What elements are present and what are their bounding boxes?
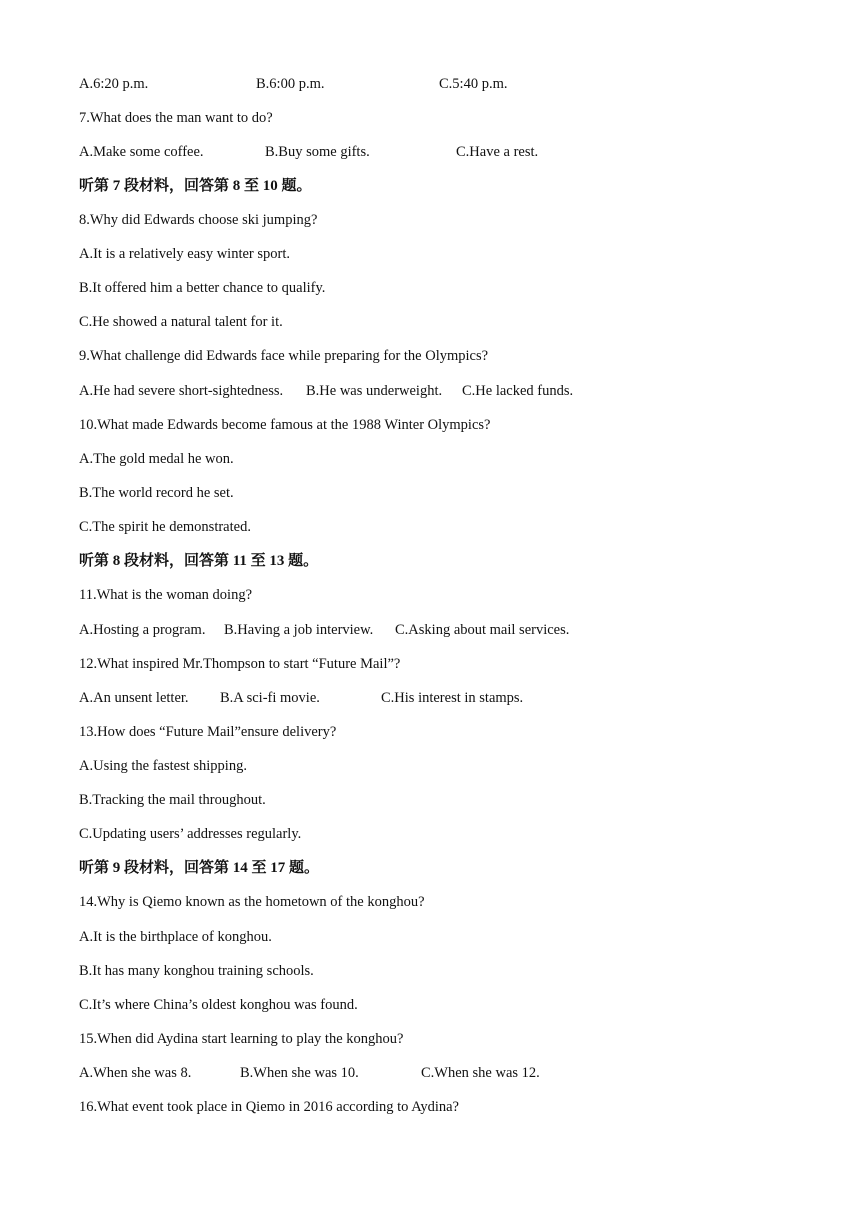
option-14c: C.It’s where China’s oldest konghou was found.: [79, 997, 358, 1013]
section-heading-8: 听第 8 段材料，回答第 11 至 13 题。: [79, 553, 319, 569]
option-10b: B.The world record he set.: [79, 485, 234, 501]
question-9: 9.What challenge did Edwards face while preparing for the Olympics?: [79, 348, 489, 364]
option-c: C.When she was 12.: [421, 1065, 540, 1081]
option-c: C.His interest in stamps.: [381, 690, 524, 706]
option-13c: C.Updating users’ addresses regularly.: [79, 826, 302, 842]
option-c: C.5:40 p.m.: [439, 76, 508, 92]
section-heading-7: 听第 7 段材料，回答第 8 至 10 题。: [79, 178, 312, 194]
option-a: A.Hosting a program.: [79, 622, 206, 638]
question-15: 15.When did Aydina start learning to play the konghou?: [79, 1031, 404, 1047]
question-10: 10.What made Edwards become famous at the 1988 Winter Olympics?: [79, 417, 491, 433]
question-11: 11.What is the woman doing?: [79, 587, 253, 603]
option-b: B.6:00 p.m.: [256, 76, 325, 92]
option-a: A.6:20 p.m.: [79, 76, 149, 92]
option-13a: A.Using the fastest shipping.: [79, 758, 247, 774]
option-c: C.Have a rest.: [456, 144, 539, 160]
question-8: 8.Why did Edwards choose ski jumping?: [79, 212, 318, 228]
option-8c: C.He showed a natural talent for it.: [79, 314, 283, 330]
option-a: A.An unsent letter.: [79, 690, 189, 706]
question-12: 12.What inspired Mr.Thompson to start “Future Mail”?: [79, 656, 401, 672]
option-a: A.He had severe short-sightedness.: [79, 383, 284, 399]
option-13b: B.Tracking the mail throughout.: [79, 792, 266, 808]
question-14: 14.Why is Qiemo known as the hometown of the konghou?: [79, 894, 425, 910]
question-13: 13.How does “Future Mail”ensure delivery?: [79, 724, 337, 740]
option-c: C.He lacked funds.: [462, 383, 574, 399]
option-8a: A.It is a relatively easy winter sport.: [79, 246, 290, 262]
question-7: 7.What does the man want to do?: [79, 110, 273, 126]
option-10c: C.The spirit he demonstrated.: [79, 519, 251, 535]
option-10a: A.The gold medal he won.: [79, 451, 234, 467]
option-14b: B.It has many konghou training schools.: [79, 963, 314, 979]
option-a: A.When she was 8.: [79, 1065, 192, 1081]
option-c: C.Asking about mail services.: [395, 622, 570, 638]
option-a: A.Make some coffee.: [79, 144, 204, 160]
option-b: B.A sci-fi movie.: [220, 690, 320, 706]
option-b: B.When she was 10.: [240, 1065, 359, 1081]
option-8b: B.It offered him a better chance to qualify.: [79, 280, 326, 296]
option-b: B.He was underweight.: [306, 383, 443, 399]
question-16: 16.What event took place in Qiemo in 2016 according to Aydina?: [79, 1099, 459, 1115]
option-b: B.Buy some gifts.: [265, 144, 370, 160]
section-heading-9: 听第 9 段材料，回答第 14 至 17 题。: [79, 860, 320, 876]
option-14a: A.It is the birthplace of konghou.: [79, 929, 272, 945]
option-b: B.Having a job interview.: [224, 622, 374, 638]
